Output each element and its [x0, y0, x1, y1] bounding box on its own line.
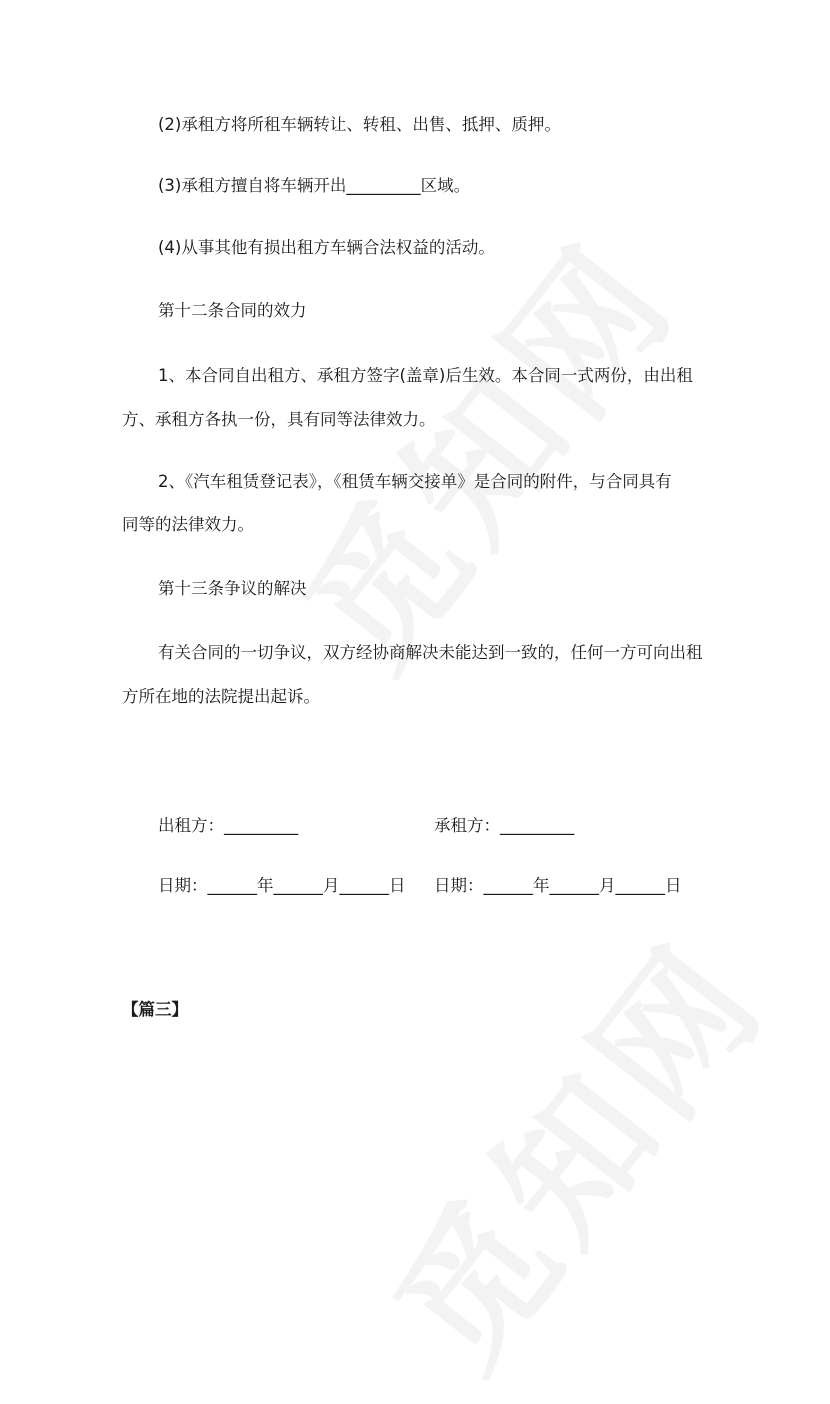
lessor-date: 日期：______年______月______日 [158, 876, 406, 895]
item-3: (3)承租方擅自将车辆开出_________区域。 [158, 176, 471, 195]
lessor-signature: 出租方：_________ [158, 816, 299, 835]
lessee-date: 日期：______年______月______日 [434, 876, 682, 895]
article-13-text-line-2: 方所在地的法院提出起诉。 [122, 687, 320, 706]
article-13-title: 第十三条争议的解决 [158, 579, 307, 598]
article-12-clause-2-line-2: 同等的法律效力。 [122, 515, 254, 534]
article-12-clause-1-line-2: 方、承租方各执一份，具有同等法律效力。 [122, 410, 436, 429]
item-2: (2)承租方将所租车辆转让、转租、出售、抵押、质押。 [158, 115, 561, 134]
article-13-text-line-1: 有关合同的一切争议，双方经协商解决未能达到一致的，任何一方可向出租 [158, 643, 703, 662]
article-12-title: 第十二条合同的效力 [158, 301, 307, 320]
watermark [247, 192, 713, 703]
article-12-clause-1-line-1: 1、本合同自出租方、承租方签字(盖章)后生效。本合同一式两份，由出租 [158, 366, 693, 385]
lessee-signature: 承租方：_________ [434, 816, 575, 835]
article-12-clause-2-line-1: 2、《汽车租赁登记表》，《租赁车辆交接单》是合同的附件，与合同具有 [158, 472, 672, 491]
watermark [337, 892, 803, 1403]
section-heading: 【篇三】 [122, 1000, 188, 1019]
item-4: (4)从事其他有损出租方车辆合法权益的活动。 [158, 238, 495, 257]
